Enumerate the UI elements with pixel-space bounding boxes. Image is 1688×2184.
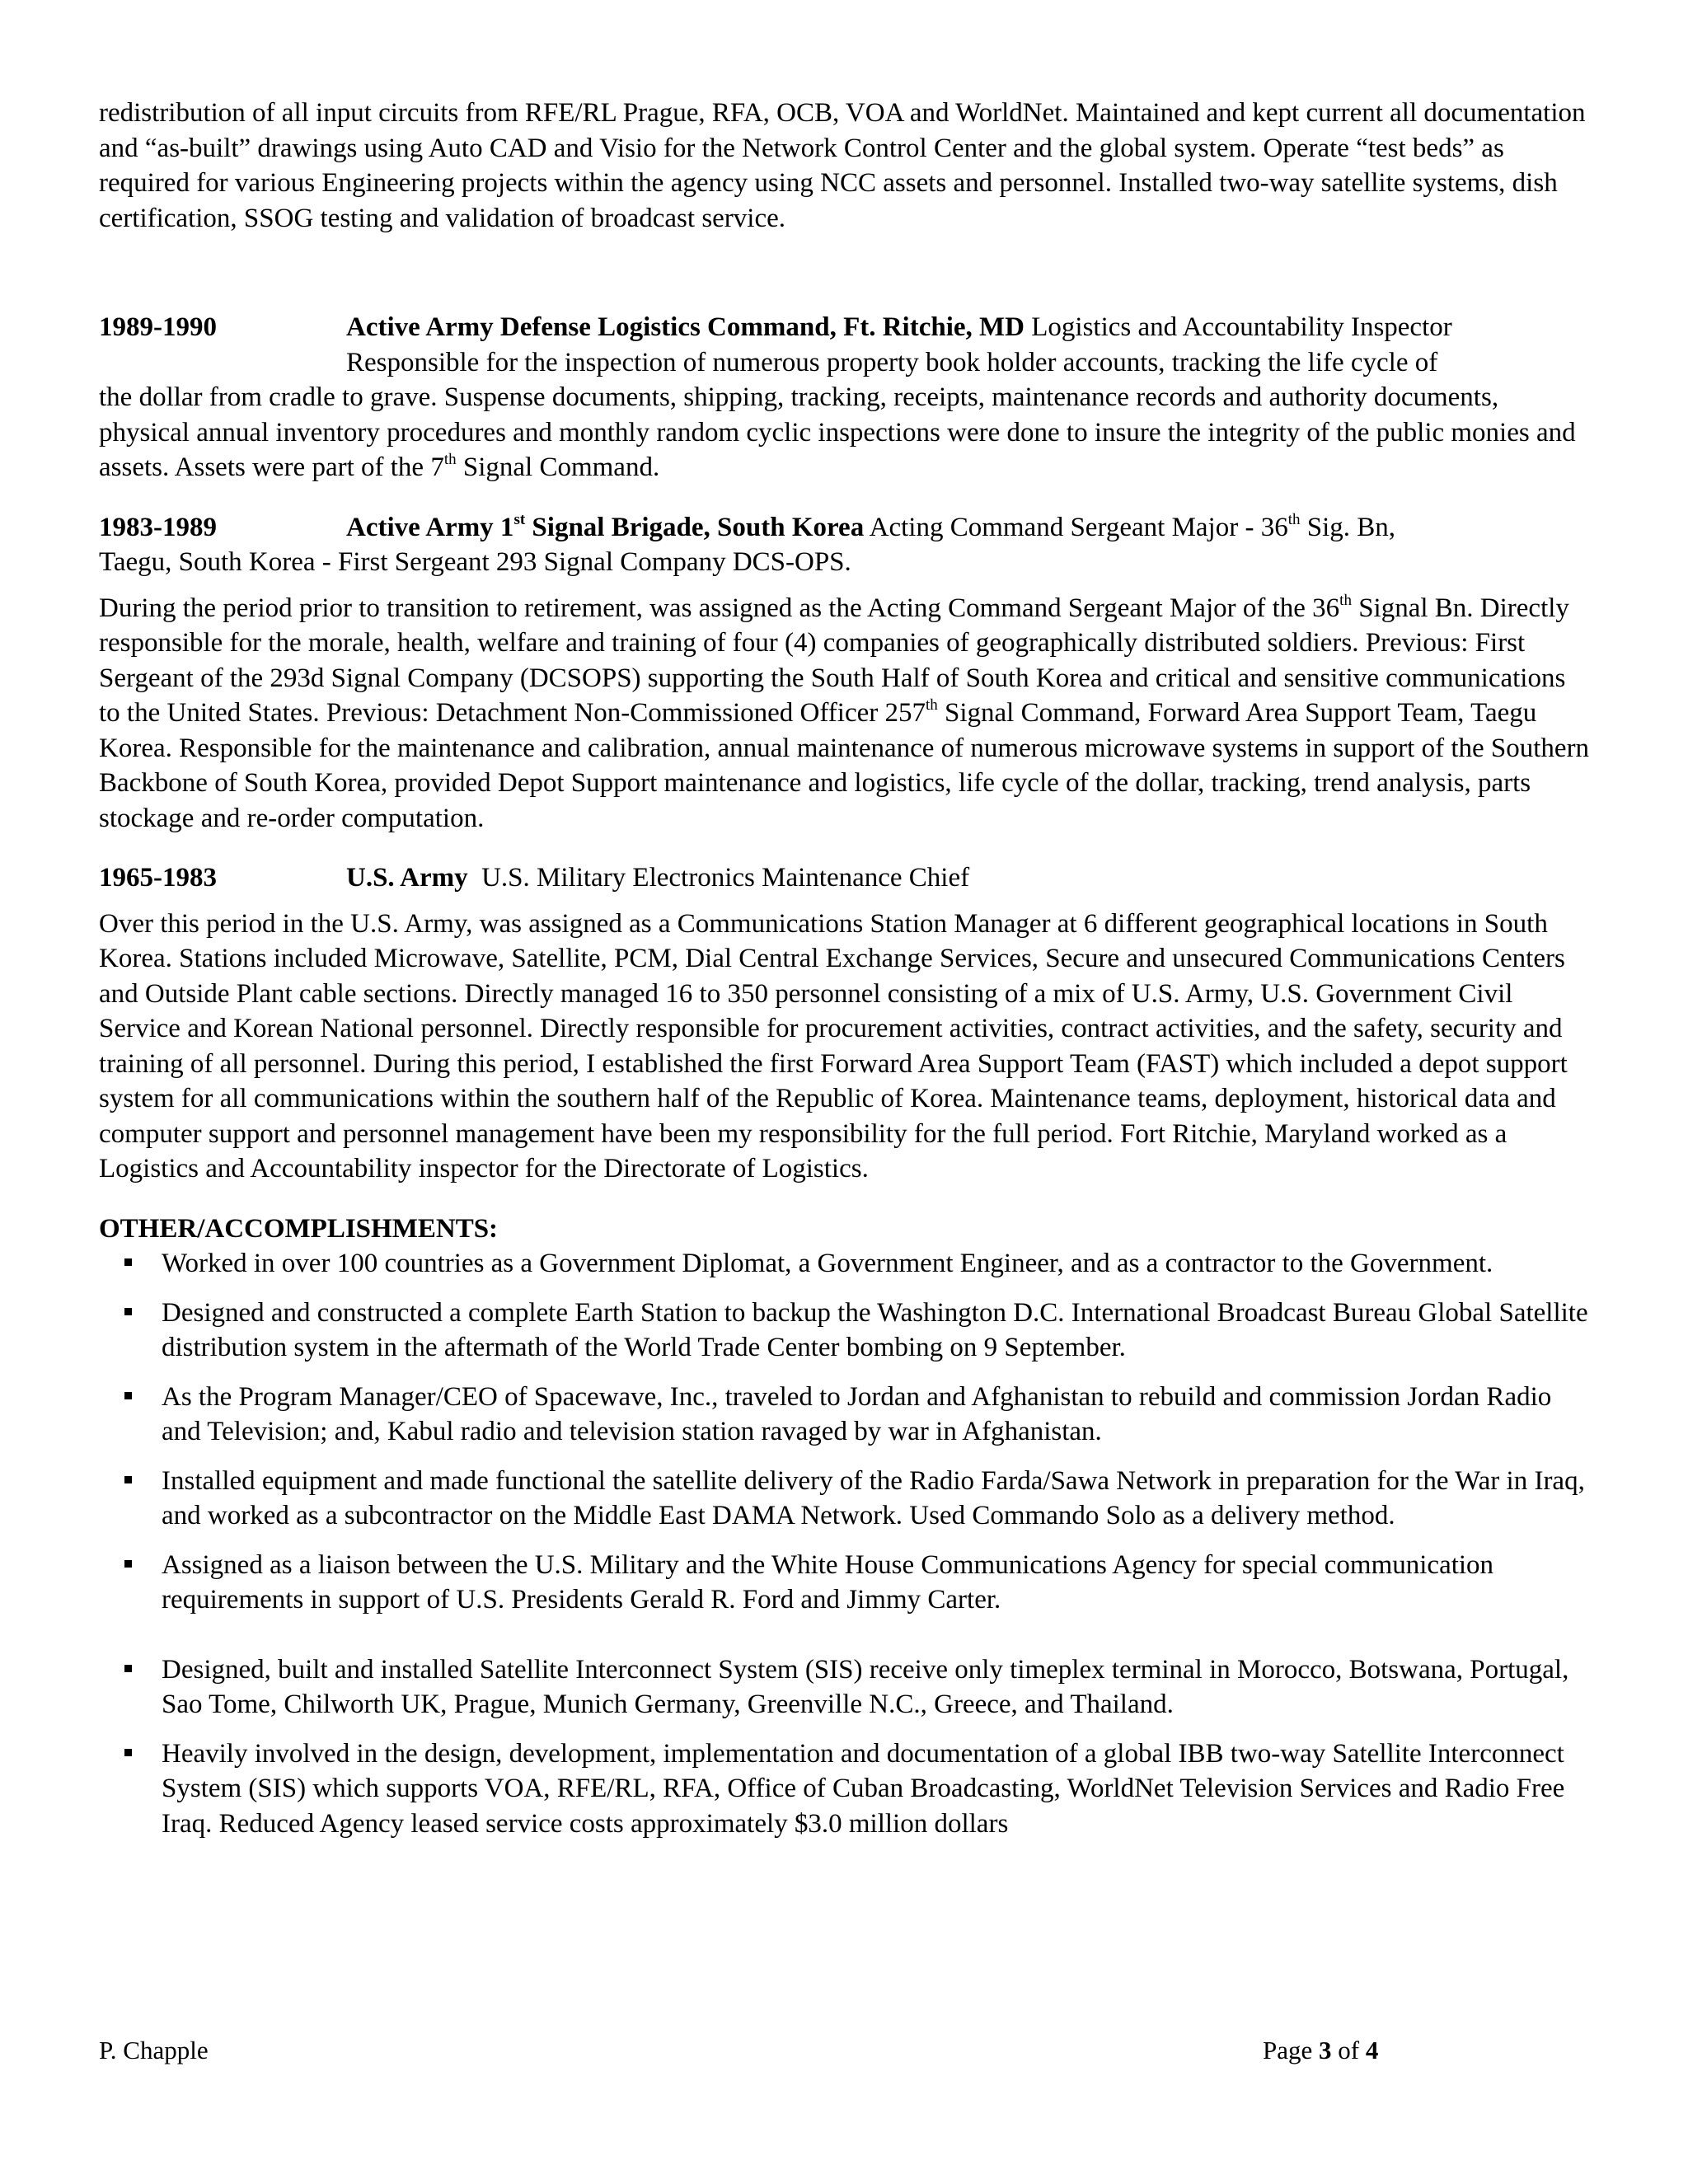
experience-entry-1983: [99, 510, 1592, 837]
square-bullet-icon: [124, 1258, 132, 1266]
accomplishment-text: Heavily involved in the design, development, implementation and documentation of a global IBB two-way Satellite Interconnect System (SIS) which supports VOA, RFE/RL, RFA, Office of Cuban Broadcasting, WorldNet Television Services and Radio Free Iraq. Reduced Agency leased service costs approximately $3.0 million dollars: [162, 1738, 1565, 1839]
accomplishment-text: Installed equipment and made functional the satellite delivery of the Radio Farda/Sawa Network in preparation for the War in Iraq, and worked as a subcontractor on the Middle East DAMA Network. Used Commando Solo as a delivery method.: [162, 1465, 1585, 1530]
ordinal-suffix: st: [513, 510, 526, 528]
accomplishment-text: As the Program Manager/CEO of Spacewave, Inc., traveled to Jordan and Afghanistan to rebuild and commission Jordan Radio and Television; and, Kabul radio and television station ravaged by war in Afghanistan.: [162, 1381, 1552, 1446]
entry-description-first-line: Responsible for the inspection of numerous property book holder accounts, tracking the life cycle of: [346, 347, 1438, 377]
experience-entry-1989: [99, 310, 1592, 485]
title-text: Acting Command Sergeant Major - 36: [864, 512, 1288, 542]
entry-years: 1983-1989: [99, 512, 217, 542]
square-bullet-icon: [124, 1392, 132, 1399]
page-number: [1263, 2034, 1378, 2067]
entry-description-text: Signal Command, Forward Area Support Team, Taegu Korea. Responsible for the maintenance and calibration, annual maintenance of numerous microwave systems in support of the Southern Backbone of South Korea, provided Depot Support maintenance and logistics, life cycle of the dollar, tracking, trend analysis, parts stockage and re-order computation.: [99, 698, 1590, 833]
accomplishment-text: Worked in over 100 countries as a Government Diplomat, a Government Engineer, and as a contractor to the Government.: [162, 1249, 1493, 1278]
accomplishment-item: [99, 1380, 1592, 1450]
square-bullet-icon: [124, 1665, 132, 1672]
entry-description: Over this period in the U.S. Army, was assigned as a Communications Station Manager at 6 different geographical locations in South Korea. Stations included Microwave, Satellite, PCM, Dial Central Exchange Services, Secure and unsecured Communications Centers and Outside Plant cable sections. Directly managed 16 to 350 personnel consisting of a mix of U.S. Army, U.S. Government Civil Service and Korean National personnel. Directly responsible for procurement activities, contract activities, and the safety, security and training of all personnel. During this period, I established the first Forward Area Support Team (FAST) which included a depot support system for all communications within the southern half of the Republic of Korea. Maintenance teams, deployment, historical data and computer support and personnel management have been my responsibility for the full period. Fort Ritchie, Maryland worked as a Logistics and Accountability inspector for the Directorate of Logistics.: [99, 908, 1568, 1183]
entry-description-text: Signal Bn. Directly responsible for the morale, health, welfare and training of four (4) companies of geographically distributed soldiers. Previous: First Sergeant of the 293d Signal Company (DCSOPS) supporting the South Half of South Korea and critical and sensitive communications to the United States. Previous: Detachment Non-Commissioned Officer 257: [99, 593, 1569, 728]
entry-heading: [99, 310, 1592, 345]
ordinal-suffix: th: [1287, 510, 1301, 528]
entry-title: U.S. Military Electronics Maintenance Chief: [467, 863, 970, 893]
org-text: Signal Brigade, South Korea: [525, 512, 865, 542]
accomplishment-text: Assigned as a liaison between the U.S. Military and the White House Communications Agency for special communication requirements in support of U.S. Presidents Gerald R. Ford and Jimmy Carter.: [162, 1549, 1494, 1615]
page-of-label: of: [1331, 2036, 1366, 2064]
accomplishment-item: [99, 1246, 1592, 1282]
title-text: Sig. Bn,: [1300, 512, 1396, 542]
entry-heading: [99, 510, 1592, 546]
page-label: Page: [1263, 2036, 1320, 2064]
org-text: Active Army 1: [346, 512, 514, 542]
accomplishment-item: [99, 1736, 1592, 1842]
entry-description-text: the dollar from cradle to grave. Suspense documents, shipping, tracking, receipts, maintenance records and authority documents, physical annual inventory procedures and monthly random cyclic inspections were done to insure the integrity of the public monies and assets. Assets were part of the 7: [99, 382, 1576, 482]
entry-description-text: During the period prior to transition to retirement, was assigned as the Acting Command Sergeant Major of the 36: [99, 593, 1340, 623]
entry-title: [864, 510, 1396, 542]
total-pages: 4: [1365, 2036, 1379, 2064]
ordinal-suffix: th: [1339, 591, 1352, 609]
intro-paragraph: redistribution of all input circuits from RFE/RL Prague, RFA, OCB, VOA and WorldNet. Maintained and kept current all documentation and “as-built” drawings using Auto CAD and Visio for the Network Control Center and the global system. Operate “test beds” as required for various Engineering projects within the agency using NCC assets and personnel. Installed two-way satellite systems, dish certification, SSOG testing and validation of broadcast service.: [99, 98, 1586, 233]
square-bullet-icon: [124, 1560, 132, 1568]
entry-title: Logistics and Accountability Inspector: [1025, 312, 1452, 342]
current-page: 3: [1319, 2036, 1332, 2064]
accomplishment-item: [99, 1548, 1592, 1618]
footer-author: P. Chapple: [99, 2036, 209, 2064]
entry-heading: [99, 860, 1592, 896]
accomplishments-heading: OTHER/ACCOMPLISHMENTS:: [99, 1213, 499, 1244]
entry-description-text: Signal Command.: [456, 452, 660, 482]
accomplishments-list: [99, 1246, 1592, 1841]
accomplishment-text: Designed and constructed a complete Earth Station to backup the Washington D.C. International Broadcast Bureau Global Satellite distribution system in the aftermath of the World Trade Center bombing on 9 September.: [162, 1297, 1588, 1362]
accomplishment-item: [99, 1652, 1592, 1722]
entry-title-continued: Taegu, South Korea - First Sergeant 293 Signal Company DCS-OPS.: [99, 547, 851, 577]
page-content: [99, 96, 1592, 1855]
ordinal-suffix: th: [443, 451, 457, 468]
accomplishment-item: [99, 1464, 1592, 1534]
entry-organization: [346, 510, 865, 542]
experience-entry-1965: [99, 860, 1592, 1187]
entry-years: 1989-1990: [99, 312, 217, 342]
square-bullet-icon: [124, 1308, 132, 1315]
accomplishment-text: Designed, built and installed Satellite Interconnect System (SIS) receive only timeplex terminal in Morocco, Botswana, Portugal, Sao Tome, Chilworth UK, Prague, Munich Germany, Greenville N.C., Greece, and Thailand.: [162, 1654, 1569, 1719]
square-bullet-icon: [124, 1749, 132, 1756]
accomplishment-item: [99, 1296, 1592, 1366]
ordinal-suffix: th: [925, 696, 938, 714]
entry-description: [99, 591, 1592, 837]
page-footer: [99, 2034, 1401, 2067]
entry-description: [99, 380, 1592, 485]
entry-organization: U.S. Army: [346, 863, 468, 893]
square-bullet-icon: [124, 1476, 132, 1483]
entry-organization: Active Army Defense Logistics Command, Ft. Ritchie, MD: [346, 312, 1025, 342]
entry-years: 1965-1983: [99, 863, 217, 893]
